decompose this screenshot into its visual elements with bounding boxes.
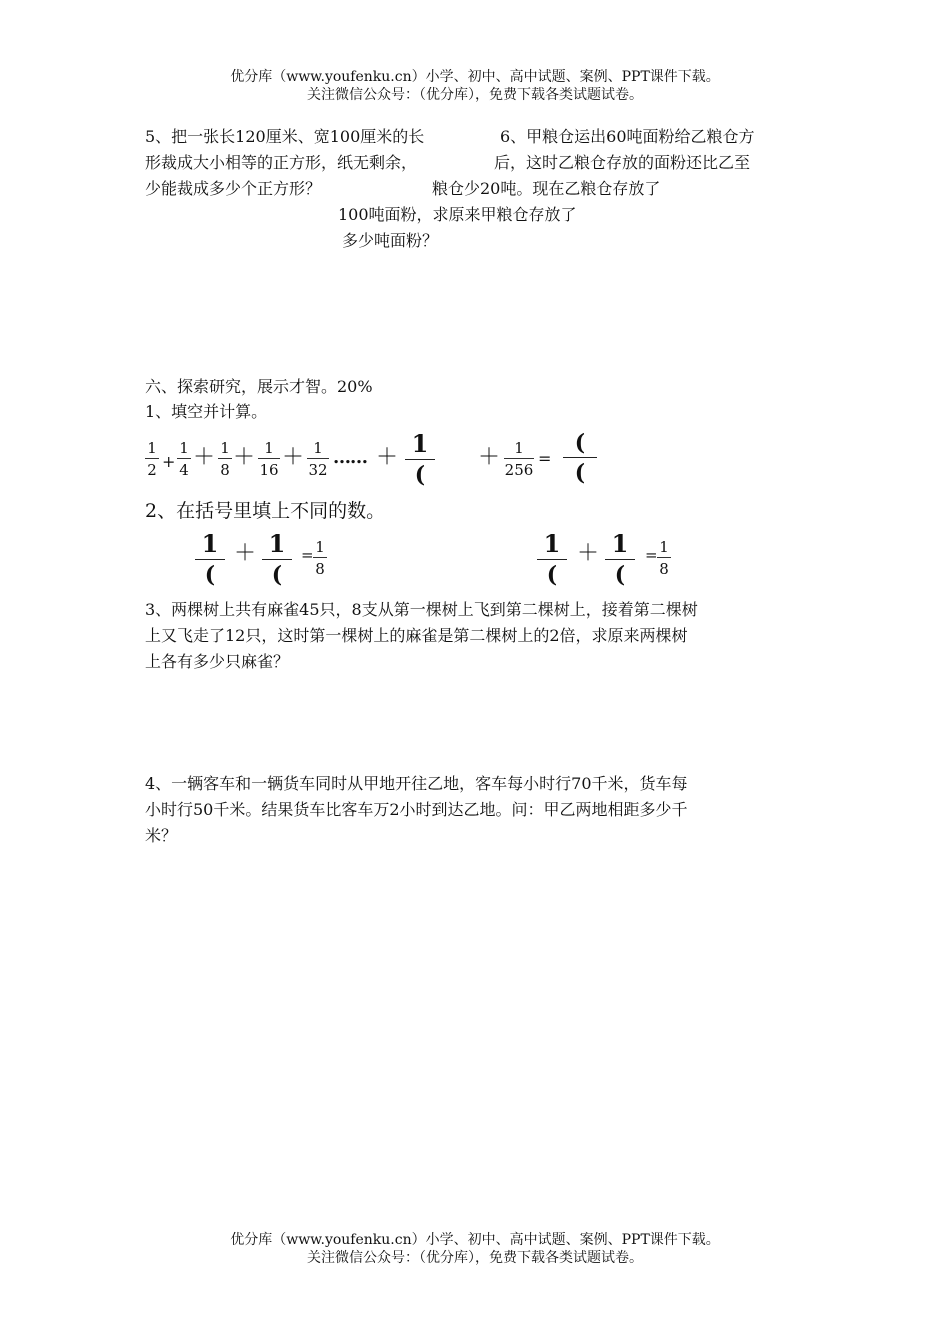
q6-line1: 6、甲粮仓运出60吨面粉给乙粮仓方 — [500, 127, 755, 146]
fraction-1-2: 1 2 — [145, 439, 159, 479]
q5-line1: 5、把一张长120厘米、宽100厘米的长 — [145, 127, 425, 146]
fraction-1-256: 1 256 — [504, 439, 534, 479]
blank-parenthesis: ( — [574, 460, 586, 486]
blank-fraction: 1 ( — [537, 532, 567, 586]
question-3-line2: 上又飞走了12只，这时第一棵树上的麻雀是第二棵树上的2倍，求原来两棵树 — [145, 626, 688, 645]
blank-parenthesis: ( — [414, 462, 426, 488]
blank-parenthesis: ( — [271, 562, 283, 588]
q6-line5: 多少吨面粉？ — [342, 231, 439, 250]
equals-sign: = — [538, 449, 552, 468]
ellipsis: …… — [333, 447, 367, 468]
section6-sub2: 2、在括号里填上不同的数。 — [145, 500, 386, 522]
q5-line3: 少能裁成多少个正方形？ — [145, 179, 322, 198]
q6-line3: 粮仓少20吨。现在乙粮仓存放了 — [432, 179, 661, 198]
fraction-1-32: 1 32 — [308, 439, 328, 479]
fraction-1-8: 1 8 — [218, 439, 232, 479]
question-4-line3: 米？ — [145, 826, 178, 845]
blank-fraction: 1 ( — [605, 532, 635, 586]
blank-fraction: 1 ( — [195, 532, 225, 586]
plus-sign: ＋ — [478, 445, 501, 470]
fraction-1-4: 1 4 — [177, 439, 191, 479]
q5-line2: 形裁成大小相等的正方形，纸无剩余， — [145, 153, 418, 172]
section6-title: 六、探索研究，展示才智。20% — [145, 377, 373, 396]
fraction-1-8: 1 8 — [657, 538, 671, 578]
page-footer-line2: 关注微信公众号：（优分库），免费下载各类试题试卷。 — [307, 1250, 643, 1266]
fraction-1-16: 1 16 — [259, 439, 279, 479]
plus-sign: ＋ — [282, 445, 305, 470]
page-header-line2: 关注微信公众号：（优分库），免费下载各类试题试卷。 — [307, 87, 643, 103]
question-4-line1: 4、一辆客车和一辆货车同时从甲地开往乙地，客车每小时行70千米，货车每 — [145, 774, 688, 793]
plus-sign: ＋ — [233, 445, 256, 470]
blank-parenthesis: ( — [614, 562, 626, 588]
blank-parenthesis: ( — [204, 562, 216, 588]
fraction-1-8: 1 8 — [313, 538, 327, 578]
section6-sub1: 1、填空并计算。 — [145, 402, 268, 421]
plus-sign: ＋ — [234, 541, 257, 566]
question-3-line3: 上各有多少只麻雀？ — [145, 652, 290, 671]
blank-fraction: 1 ( — [262, 532, 292, 586]
equals-sign: = — [645, 546, 658, 564]
equals-sign: = — [301, 546, 314, 564]
page-header-line1: 优分库（www.youfenku.cn）小学、初中、高中试题、案例、PPT课件下载。 — [230, 69, 720, 85]
question-4-line2: 小时行50千米。结果货车比客车万2小时到达乙地。问：甲乙两地相距多少千 — [145, 800, 688, 819]
blank-parenthesis: ( — [574, 430, 586, 456]
blank-fraction: 1 ( — [405, 432, 435, 486]
q6-line2: 后，这时乙粮仓存放的面粉还比乙至 — [494, 153, 751, 172]
plus-sign: + — [162, 452, 176, 471]
page-footer-line1: 优分库（www.youfenku.cn）小学、初中、高中试题、案例、PPT课件下载。 — [230, 1232, 720, 1248]
question-3-line1: 3、两棵树上共有麻雀45只，8支从第一棵树上飞到第二棵树上，接着第二棵树 — [145, 600, 698, 619]
blank-parenthesis: ( — [546, 562, 558, 588]
result-blank-fraction — [563, 432, 597, 484]
plus-sign: ＋ — [577, 541, 600, 566]
plus-sign: ＋ — [376, 445, 399, 470]
q6-line4: 100吨面粉，求原来甲粮仓存放了 — [338, 205, 577, 224]
plus-sign: ＋ — [193, 445, 216, 470]
